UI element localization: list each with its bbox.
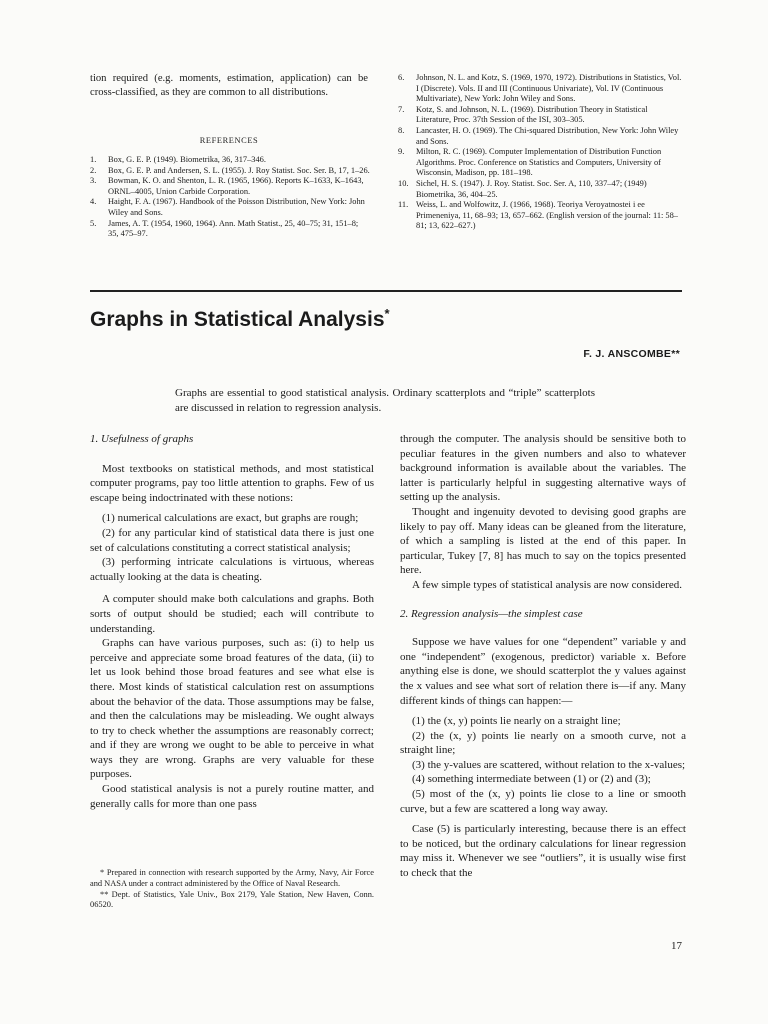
- reference-item: 1. Box, G. E. P. (1949). Biometrika, 36, 317–346.: [90, 155, 266, 164]
- paragraph: through the computer. The analysis should be sensitive both to peculiar features in the given numbers and also to whatever background information is available about the variables. The latter is particularly helpful in suggesting alternative ways of setting up the analysis.: [400, 433, 686, 504]
- section-heading: 1. Usefulness of graphs: [90, 433, 194, 445]
- footnotes: [90, 868, 374, 911]
- references-list-left: [90, 155, 370, 240]
- reference-item: 8. Lancaster, H. O. (1969). The Chi-squared Distribution, New York: John Wiley and Sons.: [398, 125, 679, 146]
- reference-item: 2. Box, G. E. P. and Andersen, S. L. (1955). J. Roy Statist. Soc. Ser. B, 17, 1–26.: [90, 165, 370, 175]
- reference-item: 9. Milton, R. C. (1969). Computer Implementation of Distribution Function Algorithms. Proc. Conference on Statistics and Computers, University of Wisconsin, Madison, pp. 181–198.: [398, 147, 662, 178]
- reference-item: 5. James, A. T. (1954, 1960, 1964). Ann. Math Statist., 25, 40–75; 31, 151–8; 35, 475–97.: [90, 218, 359, 239]
- paragraph: (1) numerical calculations are exact, but graphs are rough;: [102, 512, 359, 525]
- section-heading: 2. Regression analysis—the simplest case: [400, 607, 583, 620]
- paragraph: Case (5) is particularly interesting, because there is an effect to be noticed, but the ordinary calculations for linear regression may miss it. Whenever we see “outliers”, it is usually wise first to check that the: [400, 823, 686, 880]
- right-column: [400, 432, 686, 881]
- section-divider: [90, 290, 682, 292]
- paragraph: (2) for any particular kind of statistical data there is just one set of calculations constituting a correct statistical analysis;: [90, 526, 374, 554]
- paragraph: Graphs can have various purposes, such as: (i) to help us perceive and appreciate some broad features of the data, (ii) to let us look behind those broad features and see what else is there. Most kinds of statistical calculation rest on assumptions about the behavior of the data. Those assumptions may be false, and then the calculations may be misleading. We ought always to try to check whether the assumptions are reasonably correct; and if they are wrong we ought to be able to perceive in what ways they are wrong. Graphs are very valuable for these purposes.: [90, 637, 374, 781]
- article-author: F. J. ANSCOMBE**: [583, 348, 680, 360]
- paragraph: Thought and ingenuity devoted to devising good graphs are likely to pay off. Many ideas can be gleaned from the literature, of which a sampling is listed at the end of this paper. In particular, Tukey [7, 8] has much to say on the topics presented here.: [400, 505, 686, 577]
- paragraph: A computer should make both calculations and graphs. Both sorts of output should be studied; each will contribute to understanding.: [90, 593, 374, 635]
- reference-item: 7. Kotz, S. and Johnson, N. L. (1969). Distribution Theory in Statistical Literature, Proc. 37th Session of the ISI, 303–305.: [398, 104, 648, 125]
- footnote: ** Dept. of Statistics, Yale Univ., Box 2179, Yale Station, New Haven, Conn. 06520.: [90, 889, 374, 910]
- list-item: (3) the y-values are scattered, without relation to the x-values;: [412, 758, 686, 771]
- paragraph: (3) performing intricate calculations is virtuous, whereas actually looking at the data is cheating.: [90, 556, 374, 583]
- article-title: Graphs in Statistical Analysis*: [90, 306, 390, 331]
- references-list-right: [398, 73, 682, 232]
- list-item: (1) the (x, y) points lie nearly on a straight line;: [412, 715, 621, 728]
- carryover-paragraph: tion required (e.g. moments, estimation, application) can be cross-classified, as they are common to all distributions.: [90, 73, 368, 98]
- list-item: (2) the (x, y) points lie nearly on a smooth curve, not a straight line;: [400, 729, 686, 757]
- abstract: Graphs are essential to good statistical analysis. Ordinary scatterplots and “triple” scatterplots are discussed in relation to regression analysis.: [175, 387, 595, 414]
- reference-item: 3. Bowman, K. O. and Shenton, L. R. (1965, 1966). Reports K–1633, K–1643, ORNL–4005, Union Carbide Corporation.: [90, 176, 364, 196]
- paragraph: Suppose we have values for one “dependent” variable y and one “independent” (exogenous, predictor) variable x. Before anything else is done, we should scatterplot the y values against the x values and see what sort of relation there is—if any. Many different kinds of things can happen:—: [400, 636, 686, 707]
- paragraph: Good statistical analysis is not a purely routine matter, and generally calls for more than one pass: [90, 783, 374, 810]
- list-item: (4) something intermediate between (1) or (2) and (3);: [412, 773, 651, 786]
- paragraph: A few simple types of statistical analysis are now considered.: [412, 578, 683, 591]
- footnote: * Prepared in connection with research supported by the Army, Navy, Air Force and NASA under a contract administered by the Office of Naval Research.: [90, 868, 374, 888]
- references-heading: REFERENCES: [199, 136, 259, 145]
- page-number: 17: [671, 940, 682, 952]
- list-item: (5) most of the (x, y) points lie close to a line or smooth curve, but a few are scattered a long way away.: [400, 788, 686, 815]
- title-footnote-mark: *: [384, 306, 390, 321]
- left-column: [90, 432, 374, 811]
- reference-item: 4. Haight, F. A. (1967). Handbook of the Poisson Distribution, New York: John Wiley and Sons.: [90, 197, 365, 217]
- footnote-spacer: [90, 856, 374, 857]
- reference-item: 10. Sichel, H. S. (1947). J. Roy. Statist. Soc. Ser. A, 110, 337–47; (1949) Biometrika, 36, 404–25.: [398, 178, 647, 199]
- reference-item: 6. Johnson, N. L. and Kotz, S. (1969, 1970, 1972). Distributions in Statistics, Vol. I (Discrete). Vols. II and III (Continuous Univariate), Vol. IV (Continuous Multivariate), New York: John Wiley and Sons.: [398, 73, 682, 104]
- reference-item: 11. Weiss, L. and Wolfowitz, J. (1966, 1968). Teoriya Veroyatnostei i ee Primeneniya, 11, 68–93; 13, 657–662. (English version of the journal: 11: 58–81; 13, 622–627.): [398, 200, 678, 231]
- paragraph: Most textbooks on statistical methods, and most statistical computer programs, pay too little attention to graphs. Few of us escape being indoctrinated with these notions:: [90, 462, 374, 504]
